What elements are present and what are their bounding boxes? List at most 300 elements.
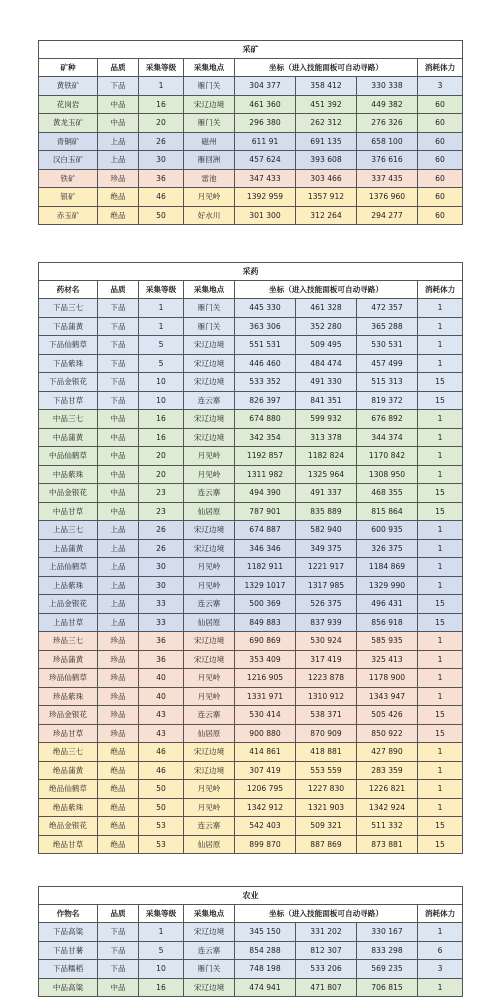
cell-c2: 835 889 (296, 502, 357, 521)
cell-c1: 1342 912 (235, 798, 296, 817)
table-row (39, 595, 463, 614)
cell-c3: 276 326 (357, 114, 418, 133)
cell-level: 53 (139, 835, 184, 854)
cell-quality: 珍品 (98, 650, 139, 669)
cell-c1: 542 403 (235, 817, 296, 836)
cell-c2: 1317 985 (296, 576, 357, 595)
cell-c1: 363 306 (235, 317, 296, 336)
cell-name: 中品高粱 (39, 978, 98, 997)
cell-name: 黄铁矿 (39, 77, 98, 96)
cell-name: 花岗岩 (39, 95, 98, 114)
cell-c2: 1357 912 (296, 188, 357, 207)
mining-header-quality: 品质 (98, 59, 139, 77)
cell-quality: 上品 (98, 595, 139, 614)
cell-c3: 325 413 (357, 650, 418, 669)
cell-stamina: 15 (418, 613, 463, 632)
table-row (39, 299, 463, 318)
cell-quality: 珍品 (98, 706, 139, 725)
herbs-table (38, 262, 463, 854)
cell-c3: 1376 960 (357, 188, 418, 207)
cell-c1: 674 887 (235, 521, 296, 540)
cell-quality: 珍品 (98, 687, 139, 706)
cell-place: 连云寨 (184, 391, 235, 410)
cell-level: 16 (139, 410, 184, 429)
table-row (39, 428, 463, 447)
table-row (39, 724, 463, 743)
cell-level: 20 (139, 114, 184, 133)
cell-level: 30 (139, 151, 184, 170)
cell-c2: 538 371 (296, 706, 357, 725)
cell-c1: 445 330 (235, 299, 296, 318)
cell-place: 月见岭 (184, 669, 235, 688)
cell-name: 上品甘草 (39, 613, 98, 632)
cell-quality: 绝品 (98, 761, 139, 780)
cell-stamina: 1 (418, 428, 463, 447)
table-row (39, 336, 463, 355)
cell-c3: 833 298 (357, 941, 418, 960)
cell-c2: 317 419 (296, 650, 357, 669)
table-row (39, 77, 463, 96)
cell-place: 宋辽边境 (184, 410, 235, 429)
cell-quality: 中品 (98, 465, 139, 484)
cell-c3: 819 372 (357, 391, 418, 410)
cell-stamina: 1 (418, 410, 463, 429)
farming-header-stamina: 消耗体力 (418, 905, 463, 923)
cell-quality: 绝品 (98, 798, 139, 817)
cell-level: 46 (139, 188, 184, 207)
cell-stamina: 1 (418, 650, 463, 669)
cell-stamina: 1 (418, 465, 463, 484)
cell-name: 绝品紫珠 (39, 798, 98, 817)
cell-place: 雷池 (184, 169, 235, 188)
cell-c3: 283 359 (357, 761, 418, 780)
cell-level: 50 (139, 798, 184, 817)
cell-place: 仙居原 (184, 613, 235, 632)
cell-stamina: 15 (418, 484, 463, 503)
cell-c1: 474 941 (235, 978, 296, 997)
cell-quality: 绝品 (98, 835, 139, 854)
cell-level: 10 (139, 373, 184, 392)
cell-stamina: 15 (418, 502, 463, 521)
cell-name: 珍品金银花 (39, 706, 98, 725)
cell-c2: 331 202 (296, 923, 357, 942)
cell-stamina: 1 (418, 521, 463, 540)
cell-place: 雁回洲 (184, 151, 235, 170)
table-row (39, 798, 463, 817)
cell-c2: 599 932 (296, 410, 357, 429)
cell-quality: 下品 (98, 336, 139, 355)
cell-level: 36 (139, 169, 184, 188)
cell-c2: 533 206 (296, 960, 357, 979)
cell-c2: 461 328 (296, 299, 357, 318)
farming-header-level: 采集等级 (139, 905, 184, 923)
cell-level: 26 (139, 539, 184, 558)
cell-name: 珍品仙鹤草 (39, 669, 98, 688)
cell-level: 53 (139, 817, 184, 836)
table-row (39, 521, 463, 540)
table-row (39, 576, 463, 595)
cell-level: 30 (139, 576, 184, 595)
cell-quality: 绝品 (98, 743, 139, 762)
cell-stamina: 60 (418, 132, 463, 151)
cell-c2: 303 466 (296, 169, 357, 188)
cell-place: 宋辽边境 (184, 95, 235, 114)
cell-name: 下品高粱 (39, 923, 98, 942)
cell-stamina: 60 (418, 151, 463, 170)
cell-level: 40 (139, 669, 184, 688)
cell-c3: 457 499 (357, 354, 418, 373)
cell-c2: 887 869 (296, 835, 357, 854)
cell-c3: 496 431 (357, 595, 418, 614)
cell-quality: 珍品 (98, 724, 139, 743)
cell-stamina: 3 (418, 960, 463, 979)
table-row (39, 941, 463, 960)
cell-c2: 553 559 (296, 761, 357, 780)
cell-c3: 850 922 (357, 724, 418, 743)
cell-quality: 下品 (98, 941, 139, 960)
cell-place: 好水川 (184, 206, 235, 225)
cell-c2: 841 351 (296, 391, 357, 410)
cell-c3: 472 357 (357, 299, 418, 318)
cell-c2: 349 375 (296, 539, 357, 558)
cell-level: 10 (139, 391, 184, 410)
cell-place: 仙居原 (184, 502, 235, 521)
cell-level: 26 (139, 132, 184, 151)
cell-c3: 449 382 (357, 95, 418, 114)
table-row (39, 539, 463, 558)
cell-quality: 中品 (98, 978, 139, 997)
cell-c3: 1226 821 (357, 780, 418, 799)
cell-stamina: 3 (418, 77, 463, 96)
table-row (39, 817, 463, 836)
cell-quality: 下品 (98, 317, 139, 336)
cell-c1: 611 91 (235, 132, 296, 151)
cell-name: 下品三七 (39, 299, 98, 318)
cell-c1: 1216 905 (235, 669, 296, 688)
cell-place: 雁门关 (184, 77, 235, 96)
cell-quality: 中品 (98, 502, 139, 521)
table-row (39, 650, 463, 669)
cell-level: 43 (139, 706, 184, 725)
cell-level: 50 (139, 206, 184, 225)
cell-c2: 582 940 (296, 521, 357, 540)
cell-name: 中品蒲黄 (39, 428, 98, 447)
cell-level: 30 (139, 558, 184, 577)
cell-place: 磁州 (184, 132, 235, 151)
cell-stamina: 1 (418, 978, 463, 997)
table-row (39, 151, 463, 170)
cell-c1: 457 624 (235, 151, 296, 170)
cell-level: 43 (139, 724, 184, 743)
cell-c3: 376 616 (357, 151, 418, 170)
cell-stamina: 60 (418, 114, 463, 133)
cell-level: 46 (139, 743, 184, 762)
cell-quality: 下品 (98, 299, 139, 318)
cell-c2: 870 909 (296, 724, 357, 743)
farming-header-place: 采集地点 (184, 905, 235, 923)
cell-stamina: 1 (418, 923, 463, 942)
cell-quality: 下品 (98, 923, 139, 942)
cell-c2: 471 807 (296, 978, 357, 997)
cell-quality: 下品 (98, 77, 139, 96)
cell-place: 宋辽边境 (184, 743, 235, 762)
table-row (39, 613, 463, 632)
cell-name: 银矿 (39, 188, 98, 207)
cell-level: 50 (139, 780, 184, 799)
cell-stamina: 1 (418, 780, 463, 799)
cell-c2: 312 264 (296, 206, 357, 225)
herbs-header-stamina: 消耗体力 (418, 281, 463, 299)
cell-c1: 1392 959 (235, 188, 296, 207)
cell-place: 宋辽边境 (184, 428, 235, 447)
cell-c1: 826 397 (235, 391, 296, 410)
cell-stamina: 1 (418, 632, 463, 651)
cell-name: 绝品仙鹤草 (39, 780, 98, 799)
mining-table (38, 40, 463, 225)
mining-title: 采矿 (39, 41, 463, 59)
cell-stamina: 15 (418, 595, 463, 614)
cell-c2: 451 392 (296, 95, 357, 114)
cell-level: 33 (139, 595, 184, 614)
cell-name: 铁矿 (39, 169, 98, 188)
cell-place: 雁门关 (184, 114, 235, 133)
cell-name: 绝品蒲黄 (39, 761, 98, 780)
cell-c1: 900 880 (235, 724, 296, 743)
cell-level: 36 (139, 650, 184, 669)
cell-name: 中品仙鹤草 (39, 447, 98, 466)
cell-name: 珍品甘草 (39, 724, 98, 743)
table-row (39, 960, 463, 979)
cell-c3: 600 935 (357, 521, 418, 540)
cell-c3: 427 890 (357, 743, 418, 762)
cell-c2: 491 337 (296, 484, 357, 503)
table-row (39, 373, 463, 392)
cell-quality: 绝品 (98, 817, 139, 836)
cell-quality: 珍品 (98, 169, 139, 188)
cell-place: 雁门关 (184, 299, 235, 318)
table-row (39, 923, 463, 942)
cell-level: 1 (139, 299, 184, 318)
herbs-header-level: 采集等级 (139, 281, 184, 299)
cell-name: 绝品金银花 (39, 817, 98, 836)
cell-c3: 873 881 (357, 835, 418, 854)
cell-stamina: 1 (418, 743, 463, 762)
farming-header-quality: 品质 (98, 905, 139, 923)
table-row (39, 743, 463, 762)
cell-place: 月见岭 (184, 798, 235, 817)
cell-c2: 313 378 (296, 428, 357, 447)
cell-stamina: 60 (418, 206, 463, 225)
cell-stamina: 60 (418, 169, 463, 188)
cell-quality: 上品 (98, 539, 139, 558)
cell-c1: 414 861 (235, 743, 296, 762)
table-row (39, 558, 463, 577)
table-row (39, 978, 463, 997)
cell-name: 上品蒲黄 (39, 539, 98, 558)
cell-c1: 787 901 (235, 502, 296, 521)
cell-c3: 1329 990 (357, 576, 418, 595)
cell-place: 宋辽边境 (184, 632, 235, 651)
cell-place: 月见岭 (184, 576, 235, 595)
cell-c3: 1343 947 (357, 687, 418, 706)
table-row (39, 132, 463, 151)
cell-c2: 1227 830 (296, 780, 357, 799)
cell-stamina: 1 (418, 317, 463, 336)
cell-level: 1 (139, 923, 184, 942)
cell-level: 23 (139, 502, 184, 521)
cell-stamina: 15 (418, 373, 463, 392)
cell-place: 月见岭 (184, 687, 235, 706)
farming-title: 农业 (39, 887, 463, 905)
cell-level: 20 (139, 465, 184, 484)
mining-header-stamina: 消耗体力 (418, 59, 463, 77)
cell-c1: 1206 795 (235, 780, 296, 799)
cell-stamina: 1 (418, 687, 463, 706)
cell-quality: 中品 (98, 410, 139, 429)
cell-level: 10 (139, 960, 184, 979)
mining-header-name: 矿种 (39, 59, 98, 77)
table-row (39, 761, 463, 780)
table-row (39, 206, 463, 225)
cell-quality: 中品 (98, 428, 139, 447)
table-row (39, 114, 463, 133)
cell-quality: 下品 (98, 391, 139, 410)
cell-level: 5 (139, 336, 184, 355)
cell-place: 宋辽边境 (184, 978, 235, 997)
cell-c1: 1331 971 (235, 687, 296, 706)
cell-place: 月见岭 (184, 447, 235, 466)
table-row (39, 169, 463, 188)
cell-c3: 511 332 (357, 817, 418, 836)
cell-quality: 上品 (98, 132, 139, 151)
cell-place: 连云寨 (184, 484, 235, 503)
cell-c1: 307 419 (235, 761, 296, 780)
cell-quality: 中品 (98, 114, 139, 133)
cell-place: 宋辽边境 (184, 336, 235, 355)
cell-name: 绝品甘草 (39, 835, 98, 854)
cell-quality: 上品 (98, 576, 139, 595)
cell-c2: 491 330 (296, 373, 357, 392)
cell-c1: 530 414 (235, 706, 296, 725)
cell-c1: 446 460 (235, 354, 296, 373)
cell-stamina: 15 (418, 391, 463, 410)
cell-place: 连云寨 (184, 817, 235, 836)
cell-name: 青铜矿 (39, 132, 98, 151)
cell-quality: 中品 (98, 447, 139, 466)
cell-c1: 301 300 (235, 206, 296, 225)
cell-c1: 1329 1017 (235, 576, 296, 595)
cell-c1: 690 869 (235, 632, 296, 651)
cell-place: 仙居原 (184, 724, 235, 743)
cell-c1: 551 531 (235, 336, 296, 355)
cell-c3: 344 374 (357, 428, 418, 447)
cell-stamina: 1 (418, 798, 463, 817)
cell-c1: 674 880 (235, 410, 296, 429)
cell-name: 下品蒲黄 (39, 317, 98, 336)
table-row (39, 354, 463, 373)
cell-place: 连云寨 (184, 595, 235, 614)
farming-table (38, 886, 463, 997)
cell-name: 珍品紫珠 (39, 687, 98, 706)
cell-c3: 1178 900 (357, 669, 418, 688)
cell-stamina: 1 (418, 576, 463, 595)
table-row (39, 391, 463, 410)
table-row (39, 95, 463, 114)
cell-c3: 365 288 (357, 317, 418, 336)
table-row (39, 502, 463, 521)
cell-place: 仙居原 (184, 835, 235, 854)
cell-c1: 304 377 (235, 77, 296, 96)
cell-c2: 812 307 (296, 941, 357, 960)
cell-stamina: 1 (418, 299, 463, 318)
cell-c2: 262 312 (296, 114, 357, 133)
cell-c1: 461 360 (235, 95, 296, 114)
cell-quality: 上品 (98, 151, 139, 170)
cell-stamina: 1 (418, 336, 463, 355)
mining-header-place: 采集地点 (184, 59, 235, 77)
cell-c1: 353 409 (235, 650, 296, 669)
table-row (39, 669, 463, 688)
cell-c3: 569 235 (357, 960, 418, 979)
cell-level: 40 (139, 687, 184, 706)
cell-quality: 中品 (98, 95, 139, 114)
cell-c2: 352 280 (296, 317, 357, 336)
cell-level: 33 (139, 613, 184, 632)
cell-c1: 296 380 (235, 114, 296, 133)
cell-place: 月见岭 (184, 188, 235, 207)
cell-place: 宋辽边境 (184, 521, 235, 540)
cell-c2: 1325 964 (296, 465, 357, 484)
mining-header-level: 采集等级 (139, 59, 184, 77)
cell-c3: 856 918 (357, 613, 418, 632)
cell-quality: 绝品 (98, 188, 139, 207)
cell-c3: 468 355 (357, 484, 418, 503)
cell-stamina: 15 (418, 724, 463, 743)
table-row (39, 410, 463, 429)
cell-name: 中品三七 (39, 410, 98, 429)
cell-place: 月见岭 (184, 780, 235, 799)
farming-header-name: 作物名 (39, 905, 98, 923)
cell-c3: 676 892 (357, 410, 418, 429)
cell-c1: 494 390 (235, 484, 296, 503)
cell-level: 36 (139, 632, 184, 651)
cell-name: 珍品三七 (39, 632, 98, 651)
cell-stamina: 1 (418, 539, 463, 558)
cell-c2: 1221 917 (296, 558, 357, 577)
cell-quality: 上品 (98, 521, 139, 540)
cell-name: 下品甘草 (39, 391, 98, 410)
table-row (39, 484, 463, 503)
cell-name: 中品紫珠 (39, 465, 98, 484)
cell-place: 宋辽边境 (184, 539, 235, 558)
cell-place: 月见岭 (184, 465, 235, 484)
table-row (39, 687, 463, 706)
cell-c2: 1310 912 (296, 687, 357, 706)
table-row (39, 447, 463, 466)
herbs-header-place: 采集地点 (184, 281, 235, 299)
cell-level: 5 (139, 354, 184, 373)
cell-c2: 837 939 (296, 613, 357, 632)
cell-c1: 533 352 (235, 373, 296, 392)
table-row (39, 835, 463, 854)
cell-c2: 418 881 (296, 743, 357, 762)
cell-place: 雁门关 (184, 317, 235, 336)
cell-place: 连云寨 (184, 941, 235, 960)
cell-c2: 484 474 (296, 354, 357, 373)
cell-c3: 530 531 (357, 336, 418, 355)
cell-c2: 1223 878 (296, 669, 357, 688)
cell-c3: 1184 869 (357, 558, 418, 577)
